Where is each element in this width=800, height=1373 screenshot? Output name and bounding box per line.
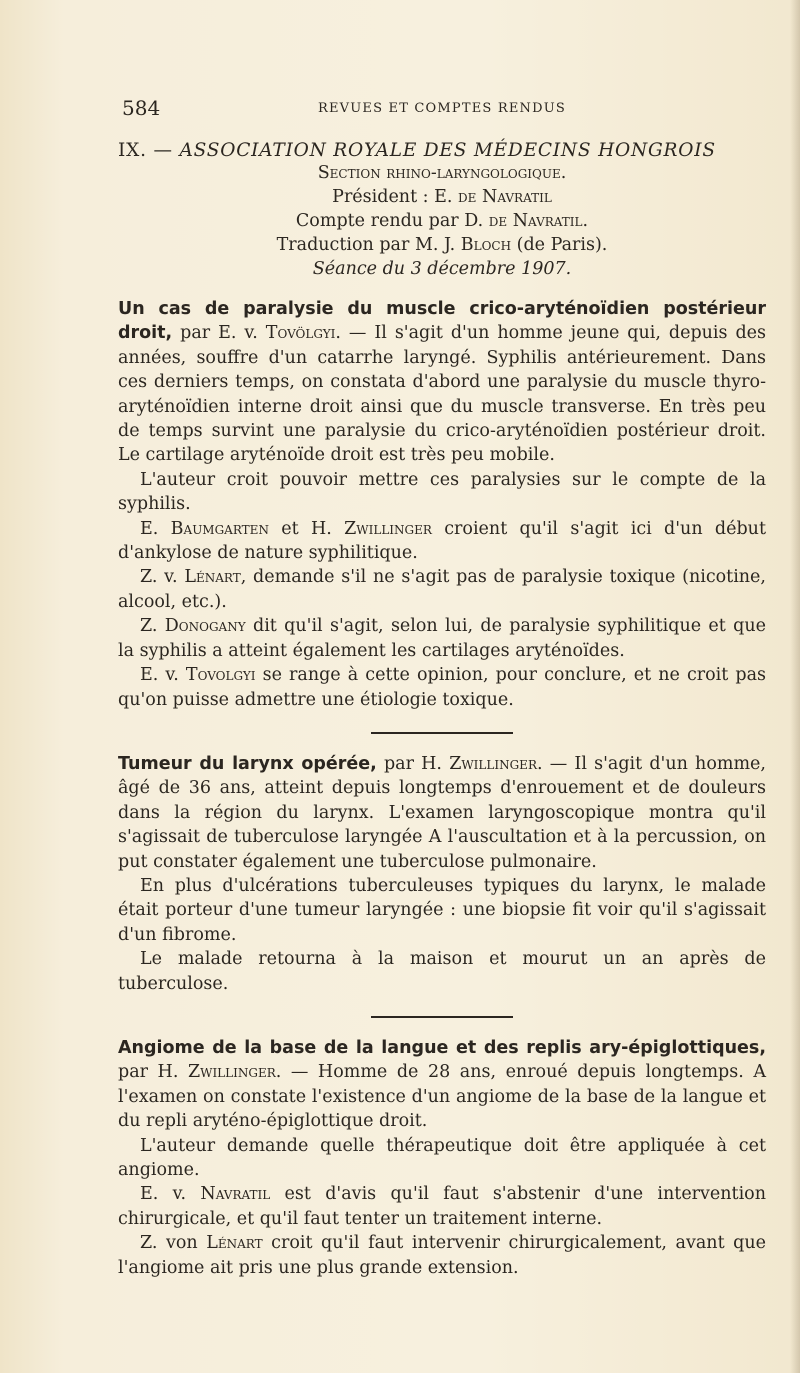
speaker-name: Zwillinger — [344, 518, 432, 539]
article-paragraph: L'auteur demande quelle thérapeutique doit être appliquée à cet angiome. — [118, 1135, 766, 1180]
translation-suffix: (de Paris). — [516, 235, 608, 255]
speaker-connector: et H. — [268, 518, 345, 539]
speaker-name: Tovolgyi — [185, 665, 256, 686]
report-line — [118, 209, 766, 233]
society-name: ASSOCIATION ROYALE DES MÉDECINS HONGROIS — [179, 140, 716, 161]
discussion-text: est d'avis qu'il faut s'abstenir d'une intervention chirurgicale, et qu'il faut tenter un traitement interne. — [118, 1184, 766, 1229]
speaker-name: Lénart, — [184, 567, 247, 588]
article-paragraph: L'auteur croit pouvoir mettre ces paralysies sur le compte de la syphilis. — [118, 469, 766, 515]
article-paragraph — [118, 1036, 766, 1134]
discussion-text: se range à cette opinion, pour conclure, et ne croit pas qu'on puisse admettre une étiologie toxique. — [118, 665, 766, 710]
article-paragraph — [118, 297, 766, 468]
article-author: Tovölgyi. — [265, 323, 341, 344]
article-paragraph: En plus d'ulcérations tuberculeuses typiques du larynx, le malade était porteur d'une tumeur laryngée : une biopsie fit voir qu'il s'agissait d'un fibrome. — [118, 875, 766, 945]
discussion-paragraph — [118, 565, 766, 614]
speaker-prefix: Z. v. — [140, 567, 178, 588]
discussion-paragraph — [118, 517, 766, 566]
article-text: — Il s'agit d'un homme jeune qui, depuis des années, souffre d'un catarrhe laryngé. Syphilis antérieurement. Dans ces derniers temps, on constata d'abord une paralysie du muscle thyro-aryténoïdien interne droit ainsi que du muscle transverse. En très peu de temps survint une paralysie du crico-aryténoïdien postérieur droit. Le cartilage aryténoïde droit est très peu mobile. — [118, 323, 766, 466]
article-text: — Il s'agit d'un homme, âgé de 36 ans, atteint depuis longtemps d'enrouement et de douleurs dans la région du larynx. L'examen laryngoscopique montra qu'il s'agissait de tuberculose laryngée A l'auscultation et à la percussion, on put constater également une tuberculose pulmonaire. — [118, 753, 766, 872]
article-paragraph: Le malade retourna à la maison et mourut un an après de tuberculose. — [118, 949, 766, 994]
article-paralysie — [118, 297, 766, 712]
article-author: Zwillinger. — [449, 753, 543, 774]
discussion-paragraph — [118, 663, 766, 712]
running-head — [118, 96, 766, 126]
discussion-text: dit qu'il s'agit, selon lui, de paralysie syphilitique et que la syphilis a atteint également les cartilages aryténoïdes. — [118, 616, 766, 661]
article-author-prefix: par H. — [383, 753, 442, 774]
speaker-prefix: E. v. — [140, 1184, 187, 1205]
article-title: Un cas de paralysie du muscle crico-aryténoïdien postérieur droit, — [118, 299, 766, 344]
discussion-paragraph — [118, 1231, 766, 1280]
page-content — [118, 96, 766, 1280]
section-line: Section rhino-laryngologique. — [317, 163, 567, 183]
speaker-name: Lénart — [206, 1233, 263, 1254]
article-text: — Homme de 28 ans, enroué depuis longtemps. A l'examen on constate l'existence d'un angiome de la base de la langue et du repli aryténo-épiglottique droit. — [118, 1062, 766, 1132]
society-number: IX. — [118, 140, 147, 161]
discussion-paragraph — [118, 1182, 766, 1231]
page-edge-shadow — [790, 0, 800, 1373]
article-angiome — [118, 1036, 766, 1280]
discussion-paragraph — [118, 614, 766, 663]
speaker-prefix: Z. — [140, 616, 158, 637]
discussion-text: demande s'il ne s'agit pas de paralysie toxique (nicotine, alcool, etc.). — [118, 567, 766, 612]
society-dash: — — [153, 140, 173, 161]
speaker-name: Navratil — [200, 1184, 271, 1205]
article-tumeur — [118, 752, 766, 996]
speaker-prefix: E. — [140, 518, 159, 539]
report-name: D. de Navratil. — [464, 211, 589, 231]
translation-line — [118, 233, 766, 257]
running-title: REVUES ET COMPTES RENDUS — [317, 101, 567, 116]
translation-name: M. J. Bloch — [414, 235, 512, 255]
section-divider — [371, 732, 513, 734]
society-heading — [118, 140, 766, 161]
president-line — [118, 185, 766, 209]
article-title: Tumeur du larynx opérée, — [118, 753, 377, 774]
article-title: Angiome de la base de la langue et des replis ary-épiglottiques, — [118, 1037, 766, 1058]
session-date: Séance du 3 décembre 1907. — [312, 259, 572, 279]
speaker-name: Donogany — [164, 616, 246, 637]
article-paragraph — [118, 752, 766, 874]
speaker-name: Baumgarten — [170, 518, 269, 539]
president-label: Président : — [332, 187, 429, 207]
article-author-prefix: par E. v. — [180, 323, 258, 344]
article-author-prefix: par H. — [118, 1062, 179, 1083]
article-author: Zwillinger. — [187, 1062, 282, 1083]
discussion-text: croit qu'il faut intervenir chirurgicalement, avant que l'angiome ait pris une plus grande extension. — [118, 1233, 766, 1278]
discussion-text: croient qu'il s'agit ici d'un début d'ankylose de nature syphilitique. — [118, 518, 766, 564]
translation-label: Traduction par — [276, 235, 410, 255]
speaker-prefix: Z. von — [140, 1233, 198, 1254]
speaker-prefix: E. v. — [140, 665, 179, 686]
section-divider — [371, 1016, 513, 1018]
report-label: Compte rendu par — [295, 211, 459, 231]
president-name: E. de Navratil — [434, 187, 552, 207]
page-number: 584 — [122, 96, 161, 120]
